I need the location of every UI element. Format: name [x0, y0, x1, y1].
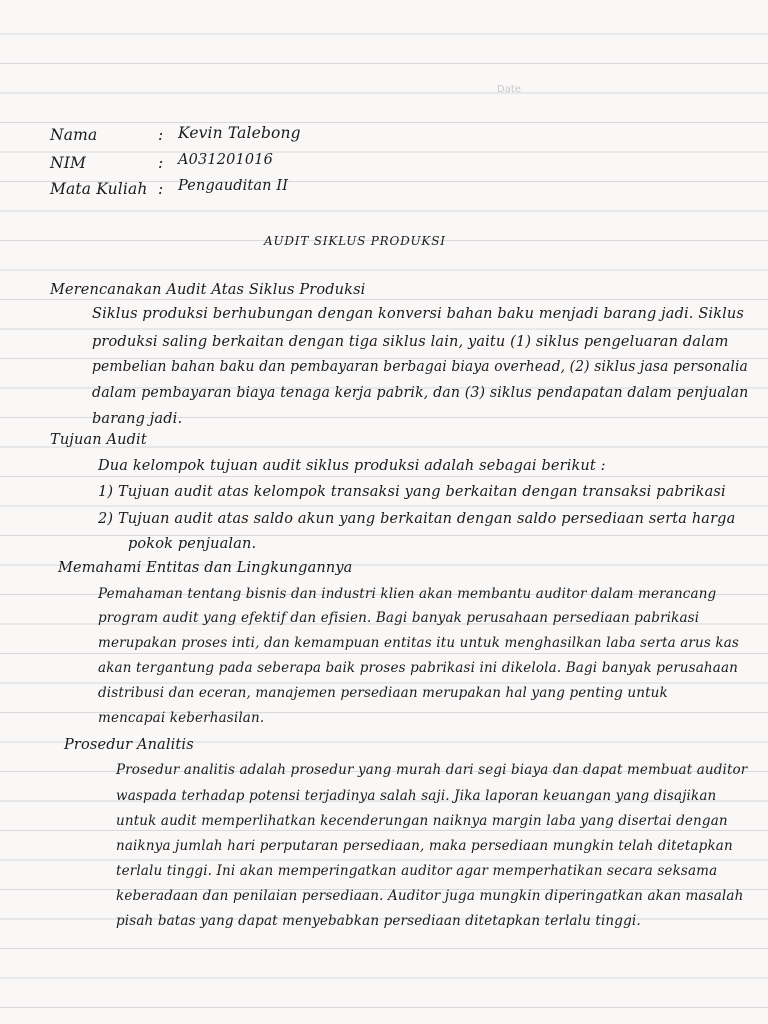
nim-label: NIM: [50, 154, 87, 172]
text-line: akan tergantung pada seberapa baik proses pabrikasi ini dikelola. Bagi banyak perusahaan: [98, 660, 739, 676]
text-line: untuk audit memperlihatkan kecenderungan naiknya margin laba yang disertai dengan: [116, 813, 728, 829]
text-line: terlalu tinggi. Ini akan memperingatkan auditor agar memperhatikan secara seksama: [116, 863, 718, 879]
section-heading-perencanaan: Merencanakan Audit Atas Siklus Produksi: [50, 282, 366, 298]
section-heading-analitis: Prosedur Analitis: [64, 737, 194, 753]
text-line: dalam pembayaran biaya tenaga kerja pabrik, dan (3) siklus pendapatan dalam penjualan: [92, 385, 749, 401]
nama-value: Kevin Talebong: [178, 124, 301, 142]
text-line: Dua kelompok tujuan audit siklus produksi adalah sebagai berikut :: [98, 458, 606, 474]
nama-separator: :: [158, 126, 164, 144]
nim-value: A031201016: [178, 152, 273, 168]
text-line: pokok penjualan.: [128, 536, 257, 552]
text-line: naiknya jumlah hari perputaran persediaan, maka persediaan mungkin telah ditetapkan: [116, 838, 733, 854]
text-line: produksi saling berkaitan dengan tiga siklus lain, yaitu (1) siklus pengeluaran dalam: [92, 334, 729, 350]
section-heading-entitas: Memahami Entitas dan Lingkungannya: [58, 560, 353, 576]
text-line: waspada terhadap potensi terjadinya salah saji. Jika laporan keuangan yang disajikan: [116, 788, 717, 804]
text-line: keberadaan dan penilaian persediaan. Auditor juga mungkin diperingatkan akan masalah: [116, 888, 744, 904]
text-line: Pemahaman tentang bisnis dan industri klien akan membantu auditor dalam merancang: [98, 586, 717, 602]
section-heading-tujuan: Tujuan Audit: [50, 432, 147, 448]
page-title: AUDIT SIKLUS PRODUKSI: [264, 234, 446, 248]
text-line: barang jadi.: [92, 411, 183, 427]
nama-label: Nama: [50, 126, 98, 144]
matkul-separator: :: [158, 180, 164, 198]
text-line: pisah batas yang dapat menyebabkan persediaan ditetapkan terlalu tinggi.: [116, 913, 641, 929]
text-line: merupakan proses inti, dan kemampuan entitas itu untuk menghasilkan laba serta arus kas: [98, 635, 739, 651]
text-line: distribusi dan eceran, manajemen persediaan merupakan hal yang penting untuk: [98, 685, 668, 701]
text-line: Siklus produksi berhubungan dengan konversi bahan baku menjadi barang jadi. Siklus: [92, 306, 744, 322]
text-line: Prosedur analitis adalah prosedur yang murah dari segi biaya dan dapat membuat auditor: [116, 762, 748, 778]
list-item: 1) Tujuan audit atas kelompok transaksi yang berkaitan dengan transaksi pabrikasi: [98, 484, 726, 500]
matkul-value: Pengauditan II: [178, 178, 289, 194]
nim-separator: :: [158, 154, 164, 172]
text-line: pembelian bahan baku dan pembayaran berbagai biaya overhead, (2) siklus jasa personalia: [92, 359, 748, 375]
matkul-label: Mata Kuliah: [50, 180, 148, 198]
text-line: mencapai keberhasilan.: [98, 710, 265, 726]
text-line: program audit yang efektif dan efisien. Bagi banyak perusahaan persediaan pabrikasi: [98, 610, 700, 626]
date-label: Date: [497, 84, 521, 95]
list-item: 2) Tujuan audit atas saldo akun yang berkaitan dengan saldo persediaan serta harga: [98, 511, 736, 527]
